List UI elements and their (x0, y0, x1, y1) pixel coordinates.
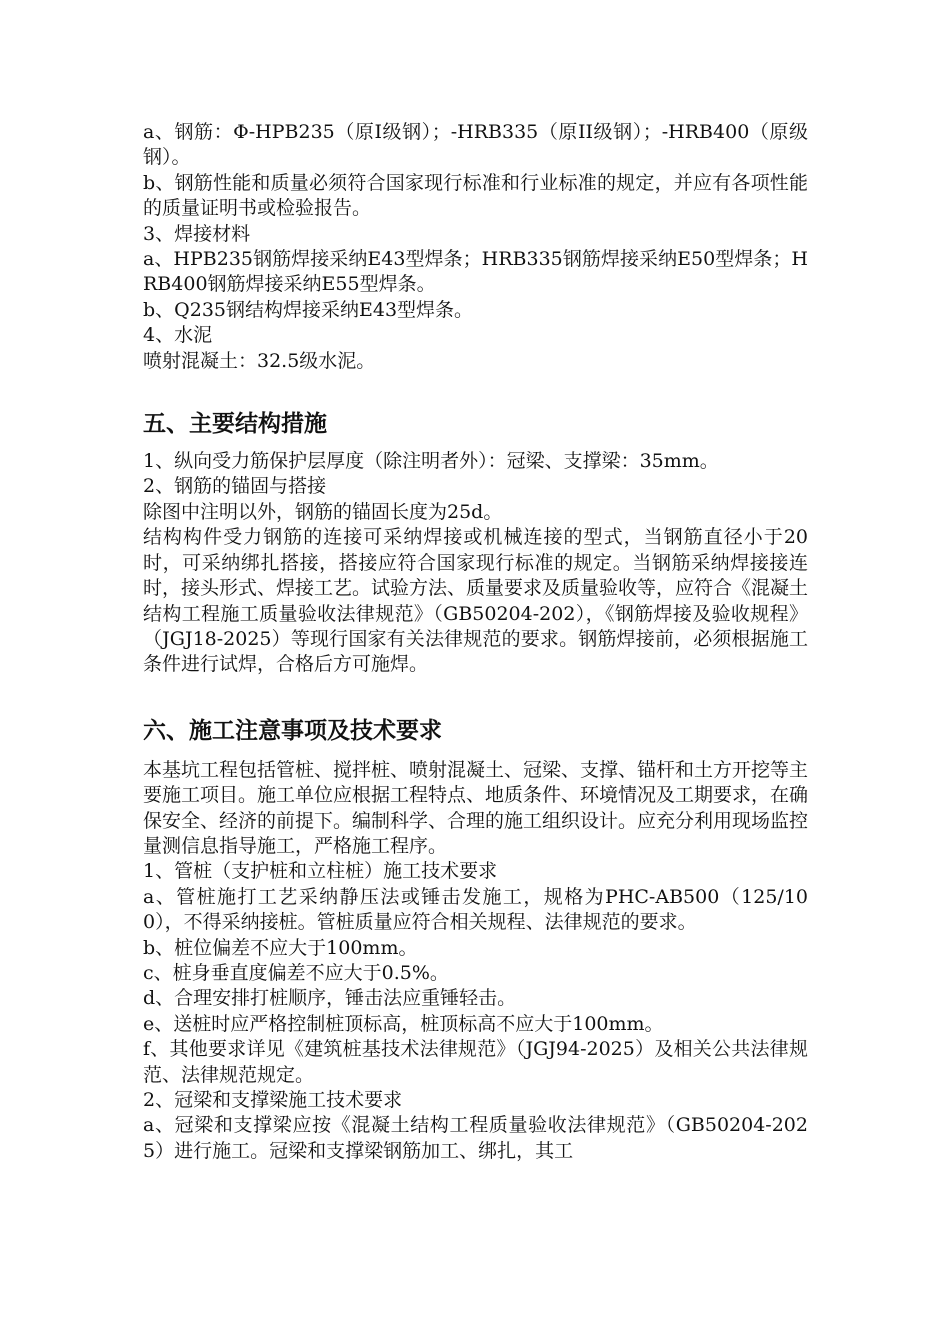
beam-item-a: a、冠梁和支撑梁应按《混凝土结构工程质量验收法律规范》（GB50204-2025）进行施工。冠梁和支撑梁钢筋加工、绑扎，其工 (143, 1114, 808, 1162)
pile-item-b: b、桩位偏差不应大于100mm。 (143, 936, 418, 959)
cement-title: 4、水泥 (143, 324, 213, 347)
section-6-heading: 六、施工注意事项及技术要求 (143, 716, 442, 744)
section-5-heading: 五、主要结构措施 (143, 410, 327, 438)
cement-text: 喷射混凝土：32.5级水泥。 (143, 349, 376, 372)
beam-requirements-title: 2、冠梁和支撑梁施工技术要求 (143, 1089, 403, 1111)
cover-thickness-text: 1、纵向受力筋保护层厚度（除注明者外）：冠梁、支撑梁：35mm。 (143, 450, 719, 473)
welding-item-a: a、HPB235钢筋焊接采纳E43型焊条；HRB335钢筋焊接采纳E50型焊条；HRB400钢筋焊接采纳E55型焊条。 (143, 248, 808, 296)
pile-item-a: a、管桩施打工艺采纳静压法或锤击发施工，规格为PHC-AB500（125/100），不得采纳接桩。管桩质量应符合相关规程、法律规范的要求。 (143, 885, 808, 934)
anchorage-length-text: 除图中注明以外，钢筋的锚固长度为25d。 (143, 500, 503, 523)
section-6-intro: 本基坑工程包括管桩、搅拌桩、喷射混凝土、冠梁、支撑、锚杆和土方开挖等主要施工项目。施工单位应根据工程特点、地质条件、环境情况及工期要求，在确保安全、经济的前提下。编制科学、合理的施工组织设计。应充分利用现场监控量测信息指导施工，严格施工程序。 (143, 758, 809, 857)
pile-requirements-title: 1、管桩（支护桩和立柱桩）施工技术要求 (143, 860, 498, 883)
welding-materials-title: 3、焊接材料 (143, 222, 251, 245)
pile-item-c: c、桩身垂直度偏差不应大于0.5%。 (143, 961, 449, 984)
rebar-connection-text: 结构构件受力钢筋的连接可采纳焊接或机械连接的型式，当钢筋直径小于20时，可采纳绑扎搭接，搭接应符合国家现行标准的规定。当钢筋采纳焊接接连时，接头形式、焊接工艺。试验方法、质量要求及质量验收等，应符合《混凝土结构工程施工质量验收法律规范》（GB50204-202），《钢筋焊接及验收规程》（JGJ18-2025）等现行国家有关法律规范的要求。钢筋焊接前，必须根据施工条件进行试焊，合格后方可施焊。 (143, 526, 809, 676)
steel-item-a: a、钢筋：Φ-HPB235（原I级钢）；-HRB335（原II级钢）；-HRB400（原级钢）。 (143, 121, 808, 169)
pile-item-e: e、送桩时应严格控制桩顶标高，桩顶标高不应大于100mm。 (143, 1012, 664, 1035)
document-page (143, 120, 808, 1164)
anchorage-title: 2、钢筋的锚固与搭接 (143, 475, 327, 498)
pile-item-f: f、其他要求详见《建筑桩基技术法律规范》（JGJ94-2025）及相关公共法律规范、法律规范规定。 (143, 1038, 808, 1086)
steel-item-b: b、钢筋性能和质量必须符合国家现行标准和行业标准的规定，并应有各项性能的质量证明书或检验报告。 (143, 171, 808, 220)
pile-item-d: d、合理安排打桩顺序，锤击法应重锤轻击。 (143, 987, 517, 1010)
welding-item-b: b、Q235钢结构焊接采纳E43型焊条。 (143, 298, 474, 321)
